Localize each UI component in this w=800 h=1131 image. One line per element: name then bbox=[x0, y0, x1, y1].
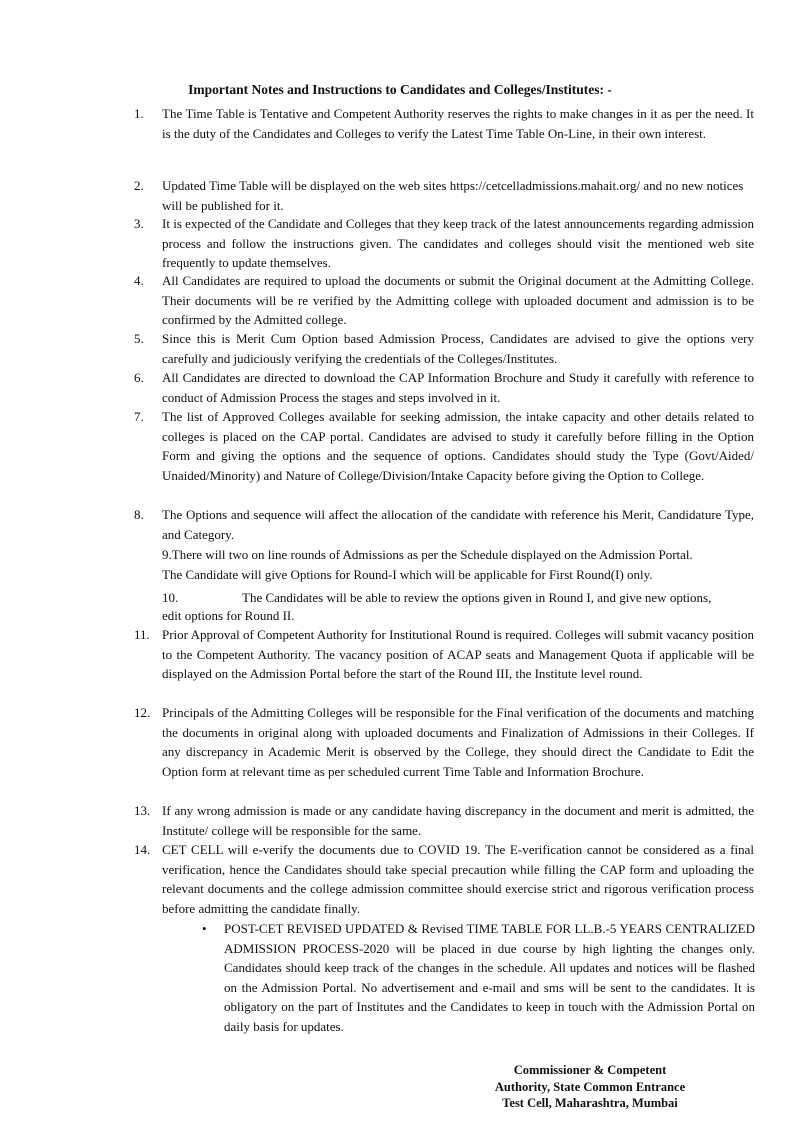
list-item-5 bbox=[134, 329, 754, 368]
signature-line: Test Cell, Maharashtra, Mumbai bbox=[502, 1096, 678, 1110]
list-item-8 bbox=[134, 505, 754, 544]
list-item-13 bbox=[134, 801, 754, 840]
item-number: 5. bbox=[134, 331, 144, 346]
item-text: Updated Time Table will be displayed on the web sites https://cetcelladmissions.mahait.org/ and no new notices will be published for it. bbox=[162, 178, 744, 213]
page-title: Important Notes and Instructions to Candidates and Colleges/Institutes: - bbox=[188, 82, 612, 97]
item-number: 1. bbox=[134, 106, 144, 121]
list-item-2 bbox=[134, 176, 754, 215]
item-text: The Candidates will be able to review the options given in Round I, and give new options, bbox=[242, 590, 712, 605]
bullet-note bbox=[202, 919, 755, 1036]
item-text: The Options and sequence will affect the allocation of the candidate with reference his Merit, Candidature Type, and Category. bbox=[162, 507, 754, 542]
item-number: 8. bbox=[134, 507, 144, 522]
item-number: 2. bbox=[134, 178, 144, 193]
item-text: Since this is Merit Cum Option based Admission Process, Candidates are advised to give the options very carefully and judiciously verifying the credentials of the Colleges/Institutes. bbox=[162, 331, 754, 366]
list-item-12 bbox=[134, 703, 754, 781]
item-number: 11. bbox=[134, 627, 150, 642]
item-number: 3. bbox=[134, 216, 144, 231]
item-text: Prior Approval of Competent Authority for Institutional Round is required. Colleges will submit vacancy position to the Competent Authority. The vacancy position of ACAP seats and Management Quota if applicable will be displayed on the Admission Portal before the start of the Round III, the Institute level round. bbox=[162, 627, 754, 681]
item-number: 6. bbox=[134, 370, 144, 385]
list-item-1 bbox=[134, 104, 754, 143]
item-text: Principals of the Admitting Colleges will be responsible for the Final verification of the documents and matching the documents in original along with uploaded documents and Finalization of Admissions in their Colleges. If any discrepancy in Academic Merit is observed by the College, they should direct the Candidate to Edit the Option form at relevant time as per scheduled current Time Table and Information Brochure. bbox=[162, 705, 754, 779]
item-text: The Time Table is Tentative and Competent Authority reserves the rights to make changes in it as per the need. It is the duty of the Candidates and Colleges to verify the Latest Time Table On-Line, in their own interest. bbox=[162, 106, 754, 141]
list-item-6 bbox=[134, 368, 754, 407]
list-item-7 bbox=[134, 407, 754, 485]
item-number: 7. bbox=[134, 409, 144, 424]
list-item-11 bbox=[134, 625, 754, 684]
item-text: All Candidates are directed to download the CAP Information Brochure and Study it carefully with reference to conduct of Admission Process the stages and steps involved in it. bbox=[162, 370, 754, 405]
item-number: 12. bbox=[134, 705, 151, 720]
list-item-10 bbox=[162, 588, 754, 608]
list-item-9: 9.There will two on line rounds of Admissions as per the Schedule displayed on the Admission Portal. bbox=[162, 547, 693, 562]
signature-line: Authority, State Common Entrance bbox=[494, 1079, 686, 1094]
item-number: 14. bbox=[134, 842, 151, 857]
item-text: If any wrong admission is made or any candidate having discrepancy in the document and merit is admitted, the Institute/ college will be responsible for the same. bbox=[162, 803, 754, 838]
list-item-10-continued: edit options for Round II. bbox=[162, 608, 295, 623]
list-item-4 bbox=[134, 271, 754, 330]
list-item-9-continued: The Candidate will give Options for Round-I which will be applicable for First Round(I) only. bbox=[162, 567, 653, 582]
list-item-14 bbox=[134, 840, 754, 918]
list-item-3 bbox=[134, 214, 754, 273]
item-text: All Candidates are required to upload the documents or submit the Original document at the Admitting College. Their documents will be re verified by the Admitting college with uploaded document and admission is to be confirmed by the Admitted college. bbox=[162, 273, 754, 327]
item-number: 10. bbox=[162, 590, 179, 605]
item-number: 13. bbox=[134, 803, 151, 818]
item-text: The list of Approved Colleges available for seeking admission, the intake capacity and other details related to colleges is placed on the CAP portal. Candidates are advised to study it carefully before filling in the Option Form and giving the options and the sequence of options. Candidates should study the Type (Govt/Aided/ Unaided/Minority) and Nature of College/Division/Intake Capacity before giving the Option to College. bbox=[162, 409, 754, 483]
bullet-icon: • bbox=[202, 921, 207, 936]
item-text: It is expected of the Candidate and Colleges that they keep track of the latest announcements regarding admission process and follow the instructions given. The candidates and colleges should visit the mentioned web site frequently to update themselves. bbox=[162, 216, 754, 270]
signature-line: Commissioner & Competent bbox=[513, 1063, 667, 1077]
item-text: CET CELL will e-verify the documents due to COVID 19. The E-verification cannot be considered as a final verification, hence the Candidates should take special precaution while filling the CAP form and uploading the relevant documents and the college admission committee should exercise strict and rigorous verification process before admitting the candidate finally. bbox=[162, 842, 754, 916]
bullet-text: POST-CET REVISED UPDATED & Revised TIME TABLE FOR LL.B.-5 YEARS CENTRALIZED ADMISSION PROCESS-2020 will be placed in due course by high lighting the changes only. Candidates should keep track of the changes in the schedule. All updates and notices will be flashed on the Admission Portal. No advertisement and e-mail and sms will be sent to the candidates. It is obligatory on the part of Institutes and the Candidates to keep in touch with the Admission Portal on daily basis for updates. bbox=[224, 921, 755, 1034]
item-number: 4. bbox=[134, 273, 144, 288]
signature-block bbox=[460, 1062, 720, 1112]
